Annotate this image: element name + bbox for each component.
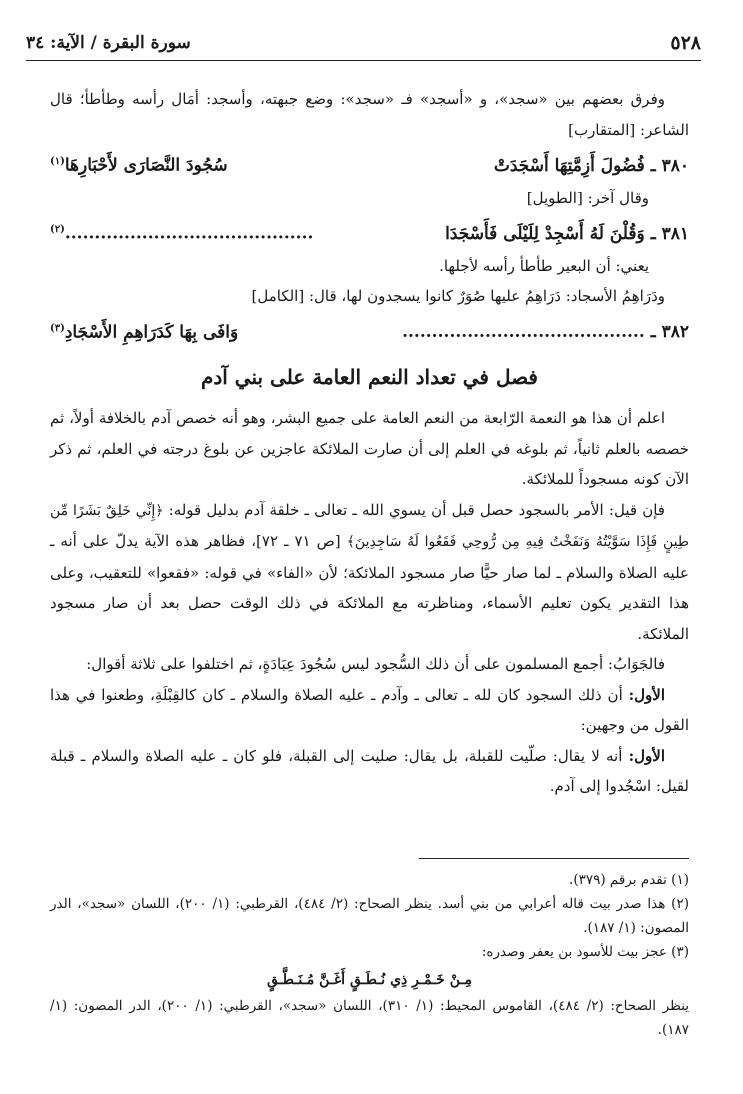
footnote-ref: (١) [50,156,65,167]
footnote-ref: (٢) [50,224,65,236]
footnote-verse: مِـنْ خَـمْـرِ ذِي نُـطَـقٍ أَغَـنَّ مُـنَـطَّـقٍ [267,972,472,988]
verse-right-hemistich: ٣٨١ ـ وَقُلْنَ لَهُ أَسْجِدْ لِلَيْلَى فَأَسْجَدَا [445,223,689,244]
point-label: الأول: [628,685,665,704]
point-label: الأول: [628,746,665,765]
page-header [26,26,701,61]
verse-left-hemistich: وَافَى بِهَا كَدَرَاهِمِ الأَسْجَادِ$^{(٣)}$ [50,322,239,343]
verse-right-hemistich: ٣٨٠ ـ فُضُولَ أَزِمَّتِهَا أَسْجَدَتْ [493,155,689,176]
paragraph: الأول: أن ذلك السجود كان لله ـ تعالى ـ وآدم ـ عليه الصلاة والسلام ـ كان كالقِبْلَةِ، وطعنوا في هذا القول من وجهين: [50,685,689,735]
footnote-divider [419,858,689,859]
section-title: فصل في تعداد النعم العامة على بني آدم [200,365,538,390]
verse-381 [50,213,689,251]
verse-380 [50,145,689,183]
paragraph: ودَرَاهِمُ الأسجاد: دَرَاهِمُ عليها صُوَرٌ كانوا يسجدون لها، قال: [الكامل] [251,287,665,306]
running-title: سورة البقرة / الآية: ٣٤ [26,33,191,53]
paragraph: فإن قيل: الأمر بالسجود حصل قبل أن يسوي الله ـ تعالى ـ خلقة آدم بدليل قوله: ﴿إِنِّي خَلِقٌ بَشَرًا مِّن طِينٍ فَإِذَا سَوَّيْتُهُ وَنَفَخْتُ فِيهِ مِن رُّوحِي فَقَعُوا لَهُ سَاجِدِينَ﴾ [ص ٧١ ـ ٧٢]، فظاهر هذه الآية يدلّ على أنه ـ عليه الصلاة والسلام ـ لما صار حيًّا صار مسجود الملائكة؛ لأن «الفاء» في قوله: «فقعوا» للتعقيب، وعلى هذا التقدير يكون تعليم الأسماء، ومناظرته مع الملائكة في ذلك الوقت حصل بعد أن صار مسجود الملائكة. [50,500,689,643]
paragraph: الأول: أنه لا يقال: صلّيت للقبلة، بل يقال: صليت إلى القبلة، فلو كان ـ عليه الصلاة والسلام ـ قبلة لقيل: اسْجُدوا إلى آدم. [50,746,689,796]
paragraph: اعلم أن هذا هو النعمة الرّابعة من النعم العامة على جميع البشر، وهو أنه خصص آدم بالخلافة أولاً، ثم خصصه بالعلم ثانياً، ثم بلوغه في العلم إلى أن صارت الملائكة عاجزين عن بلوغ درجته في العلم، ثم ذكر الآن كونه مسجوداً للملائكة. [50,409,689,489]
footnotes [50,868,689,1042]
verse-explanation: يعني: أن البعير طأطأ رأسه لأجلها. [439,256,649,275]
footnote: (٣) عجز بيت للأسود بن يعفر وصدره: [481,944,689,960]
quran-quote: ﴿إِنِّي خَلِقٌ بَشَرًا مِّن طِينٍ فَإِذَا سَوَّيْتُهُ وَنَفَخْتُ فِيهِ مِن رُّوحِي فَقَعُوا لَهُ سَاجِدِينَ﴾ [50,502,689,551]
paragraph: وفرق بعضهم بين «سجد»، و «أسجد» فـ «سجد»: وضع جبهته، وأسجد: أمَال رأسه وطأطأ؛ قال الشاعر: [المتقارب] [50,90,689,139]
footnote-ref: (٣) [50,322,65,334]
paragraph: فالجَوَابُ: أجمع المسلمون على أن ذلك السُّجود ليس سُجُودَ عِبَادَةٍ، ثم اختلفوا على ثلاثة أقوال: [86,655,665,674]
verse-left-hemistich: سُجُودَ النَّصَارَى لأَحْبَارِهَا$^{(١)}$ [50,155,228,176]
verse-right-hemistich: ٣٨٢ ـ ......................................... [402,322,689,343]
verse-left-hemistich: ..........................................$^{(٢)}$ [50,223,314,244]
verse-382 [50,312,689,350]
verse-intro: وقال آخر: [الطويل] [526,188,649,207]
footnote: (١) تقدم برقم (٣٧٩). [569,872,689,888]
main-text [50,84,689,802]
footnote: (٢) هذا صدر بيت قاله أعرابي من بني أسد. ينظر الصحاح: (٢/ ٤٨٤)، القرطبي: (١/ ٢٠٠)، اللسان «سجد»، الدر المصون: (١/ ١٨٧). [50,896,689,936]
footnote: ينظر الصحاح: (٢/ ٤٨٤)، القاموس المحيط: (١/ ٣١٠)، اللسان «سجد»، القرطبي: (١/ ٢٠٠)، الدر المصون: (١/ ١٨٧). [50,998,690,1038]
page-number: ٥٢٨ [670,32,701,54]
